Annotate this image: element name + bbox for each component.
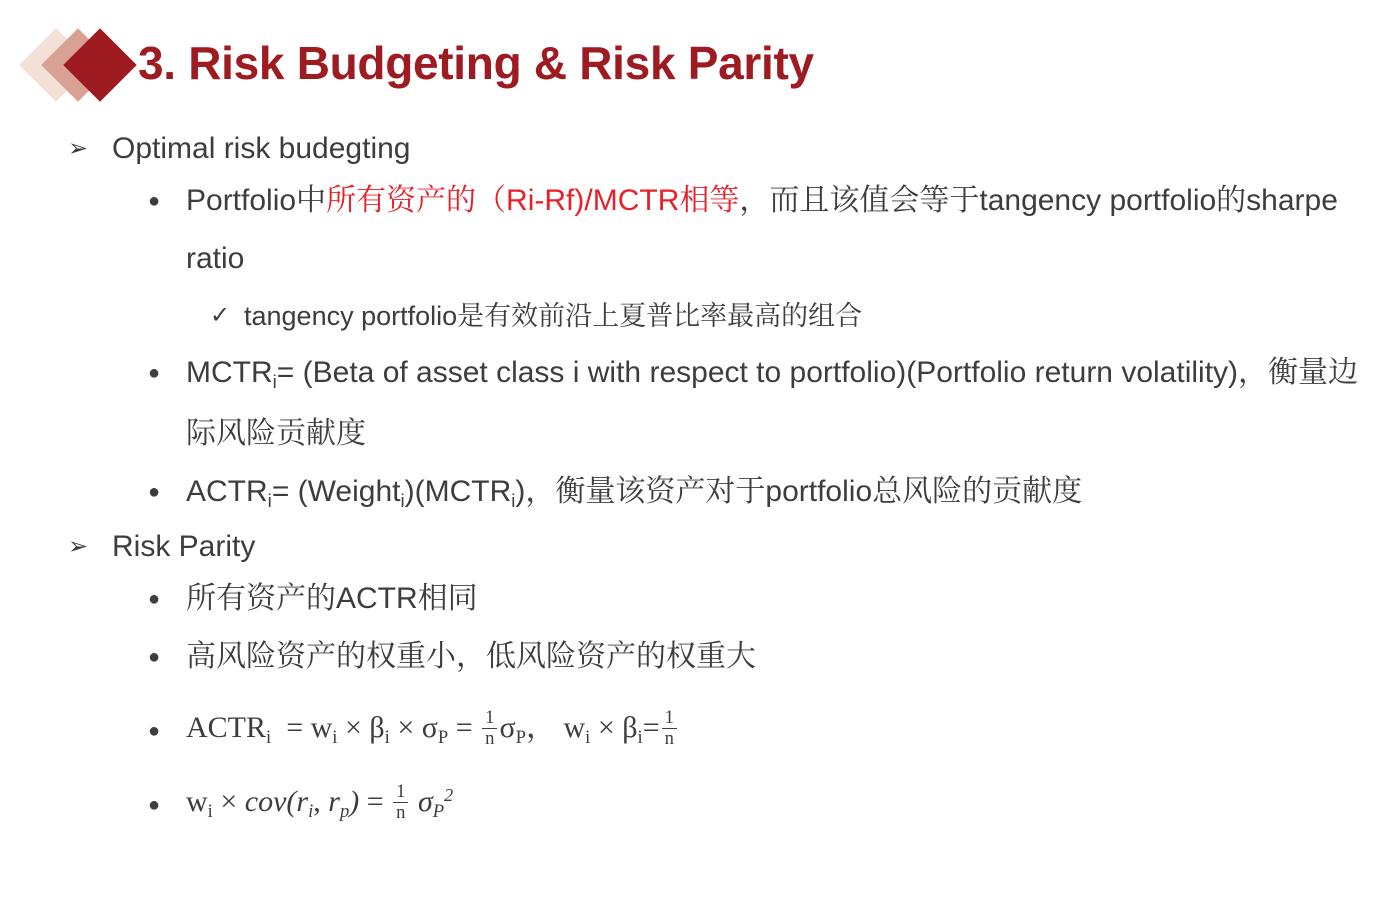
- bullet-text: Optimal risk budegting: [112, 132, 411, 165]
- bullet-text: Risk Parity: [112, 530, 256, 563]
- bullet-level2-actr-definition: [148, 463, 1360, 524]
- dot-bullet-icon: ●: [148, 720, 161, 742]
- check-bullet-icon: ✓: [210, 302, 231, 329]
- dot-bullet-icon: ●: [148, 481, 161, 503]
- bullet-level2-portfolio-ratio: [148, 172, 1360, 288]
- bullet-text: [186, 172, 1360, 288]
- dot-bullet-icon: ●: [148, 190, 161, 212]
- arrow-bullet-icon: ➢: [68, 135, 89, 162]
- bullet-level2-mctr-definition: [148, 344, 1360, 463]
- dot-bullet-icon: ●: [148, 362, 161, 384]
- bullet-text-part-3: ，而且该值会等于tangency portfolio的sharpe ratio: [186, 184, 1338, 275]
- bullet-level1-risk-parity: [68, 524, 1360, 570]
- formula-actr: $ACTR_i = w_i \times \beta_i \times \sigma_P$ = $\frac{1}{n}$ $\sigma_P$， $w_i \times \beta_i=$ $\frac{1}{n}$: [186, 702, 1360, 758]
- slide-body: [60, 126, 1360, 834]
- bullet-text: $ACTR_i=$ $(Weight_i)(MCTR_i)$，衡量该资产对于portfolio总风险的贡献度: [186, 475, 1083, 511]
- bullet-text: 高风险资产的权重小，低风险资产的权重大: [186, 640, 756, 673]
- bullet-text: $MCTR_i=$ (Beta of asset class i with respect to portfolio)(Portfolio return volatility)，衡量边际风险贡献度: [186, 356, 1359, 450]
- bullet-level2-formula-cov: [148, 776, 1360, 834]
- bullet-level2-same-actr: [148, 570, 1360, 628]
- dot-bullet-icon: ●: [148, 794, 161, 816]
- diamond-decoration-icon: [20, 23, 130, 103]
- slide-title-row: [0, 18, 1387, 108]
- spacer: [60, 760, 1360, 776]
- bullet-level1-optimal-risk-budgeting: [68, 126, 1360, 172]
- dot-bullet-icon: ●: [148, 646, 161, 668]
- bullet-text: tangency portfolio是有效前沿上夏普比率最高的组合: [244, 301, 863, 331]
- bullet-text: 所有资产的ACTR相同: [186, 582, 478, 615]
- bullet-level3-tangency-portfolio: [210, 288, 1360, 344]
- page-title: 3. Risk Budgeting & Risk Parity: [138, 37, 814, 89]
- dot-bullet-icon: ●: [148, 588, 161, 610]
- bullet-text-highlight: 所有资产的（Ri-Rf)/MCTR相等: [326, 184, 740, 217]
- arrow-bullet-icon: ➢: [68, 533, 89, 560]
- bullet-level2-weighting-rule: [148, 628, 1360, 686]
- formula-covariance: $w_i \times cov(r_i$, $r_p$) = $\frac{1}{n}$ $\sigma_P^2$: [186, 780, 454, 823]
- bullet-text-part-1: Portfolio中: [186, 184, 327, 217]
- spacer: [60, 686, 1360, 702]
- bullet-level2-formula-actr: [148, 702, 1360, 760]
